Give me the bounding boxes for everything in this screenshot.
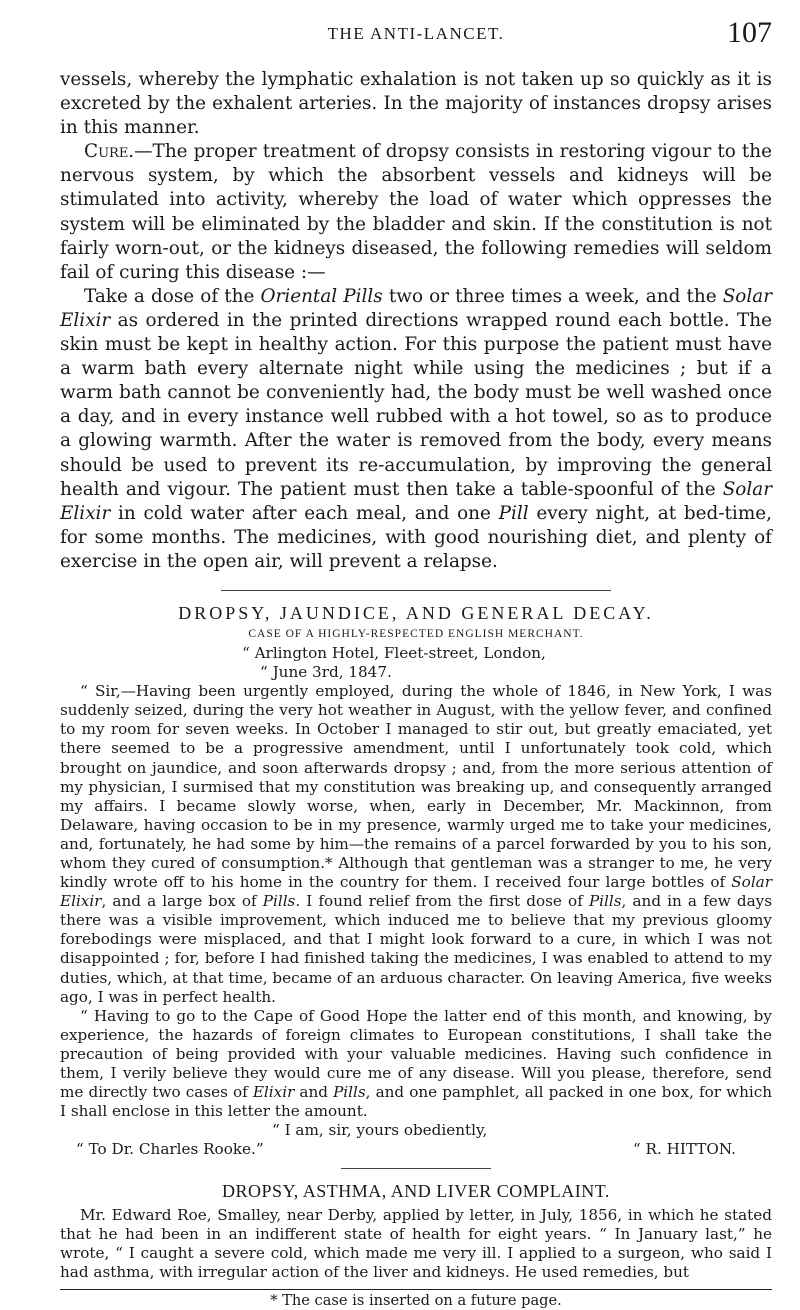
dosage-text: in cold water after each meal, and one: [110, 502, 499, 524]
letter-closing: “ I am, sir, yours obediently,: [272, 1121, 488, 1140]
running-head-title: THE ANTI-LANCET.: [327, 24, 505, 43]
case-subheading: CASE OF A HIGHLY-RESPECTED ENGLISH MERCHANT.: [248, 627, 584, 640]
solar-elixir-name: Solar Elixir: [60, 285, 772, 331]
section-divider: [221, 590, 611, 591]
case-paragraph: Mr. Edward Roe, Smalley, near Derby, applied by letter, in July, 1856, in which he stated that he had been in an indifferent state of health for eight years. “ In January last,” he wrote, “ I caught a severe cold, which made me very ill. I applied to a surgeon, who said I had asthma, with irregular action of the liver and kidneys. He used remedies, but: [60, 1205, 772, 1281]
case-heading: DROPSY, ASTHMA, AND LIVER COMPLAINT.: [222, 1180, 610, 1201]
pills-name: Pills: [262, 892, 296, 911]
letter-text: “ Having to go to the Cape of Good Hope the latter end of this month, and knowing, by experience, the hazards of foreign climates to European constitutions, I shall take the precaution of being provided with your valuable medicines. Having such confidence in them, I verily believe they would cure me of any disease. Will you please, therefore, send me directly two cases of: [60, 1006, 772, 1102]
case-dropsy-jaundice: [60, 603, 772, 1160]
pills-name: Pills: [333, 1083, 366, 1102]
letter-recipient: “ To Dr. Charles Rooke.”: [76, 1140, 264, 1159]
paragraph-continuation: vessels, whereby the lymphatic exhalation is not taken up so quickly as it is excreted by the exhalent arteries. In the majority of instances dropsy arises in this manner.: [60, 69, 772, 139]
solar-elixir-name: Solar Elixir: [60, 478, 772, 524]
section-divider: [341, 1168, 491, 1169]
letter-text: , and in a few days there was a visible improvement, which induced me to believe that my previous gloomy forebodings were misplaced, and that I might look forward to a cure, in which I was not disappointed ; for, before I had finished taking the medicines, I was enabled to attend to my duties, which, at that time, became of an arduous character. On leaving America, five weeks ago, I was in perfect health.: [60, 892, 772, 1006]
pills-name: Pills: [588, 892, 622, 911]
pill-name: Pill: [498, 502, 529, 524]
dosage-text: as ordered in the printed directions wrapped round each bottle. The skin must be kept in healthy action. For this purpose the patient must have a warm bath every alternate night while using the medicines ; but if a warm bath cannot be conveniently had, the body must be well washed once a day, and in every instance well rubbed with a hot towel, so as to produce a glowing warmth. After the water is removed from the body, every means should be used to prevent its re-accumulation, by improving the general health and vigour. The patient must then take a table-spoonful of the: [60, 309, 772, 500]
case-heading: DROPSY, JAUNDICE, AND GENERAL DECAY.: [178, 602, 654, 623]
running-head: [60, 18, 772, 68]
letter-text: , and one pamphlet, all packed in one box, for which I shall enclose in this letter the amount.: [60, 1083, 772, 1121]
dropsy-treatment-section: [60, 68, 772, 574]
book-page: [60, 18, 772, 1310]
elixir-name: Elixir: [252, 1083, 295, 1102]
page-number: 107: [727, 16, 772, 49]
cure-text: —The proper treatment of dropsy consists in restoring vigour to the nervous system, by which the absorbent vessels and kidneys will be stimulated into activity, whereby the load of water which oppresses the system will be eliminated by the bladder and skin. If the constitution is not fairly worn-out, or the kidneys diseased, the following remedies will seldom fail of curing this disease :—: [60, 141, 772, 283]
letter-text: and: [294, 1083, 334, 1102]
footnote: * The case is inserted on a future page.: [270, 1291, 562, 1309]
paragraph-dosage: [60, 285, 772, 574]
letter-paragraph: [60, 1007, 772, 1122]
solar-elixir-name: Solar Elixir: [60, 873, 772, 911]
letter-paragraph: [60, 682, 772, 1007]
dosage-text: every night, at bed-time, for some months. The medicines, with good nourishing diet, and plenty of exercise in the open air, will prevent a relapse.: [60, 502, 772, 572]
letter-date: “ June 3rd, 1847.: [260, 663, 392, 682]
letter-signature: “ R. HITTON.: [632, 1140, 736, 1159]
letter-text: , and a large box of: [101, 892, 263, 911]
letter-body: [60, 644, 772, 1160]
footnote-rule: [60, 1289, 772, 1290]
letter-address: “ Arlington Hotel, Fleet-street, London,: [242, 643, 546, 662]
oriental-pills-name: Oriental Pills: [260, 285, 383, 307]
letter-text: “ Sir,—Having been urgently employed, during the whole of 1846, in New York, I was suddenly seized, during the very hot weather in August, with the yellow fever, and confined to my room for seven weeks. In October I managed to stir out, but greatly emaciated, yet there seemed to be a progressive amendment, until I unfortunately took cold, which brought on jaundice, and soon afterwards dropsy ; and, from the more serious attention of my physician, I surmised that my constitution was breaking up, and consequently arranged my affairs. I became slowly worse, when, early in December, Mr. Mackinnon, from Delaware, having occasion to be in my presence, warmly urged me to take your medicines, and, fortunately, he had some by him—the remains of a parcel forwarded by you to his son, whom they cured of consumption.* Although that gentleman was a stranger to me, he very kindly wrote off to his home in the country for them. I received four large bottles of: [60, 682, 772, 892]
letter-text: . I found relief from the first dose of: [295, 892, 589, 911]
cure-label: Cure.: [84, 141, 135, 163]
paragraph-cure: [60, 140, 772, 285]
dosage-text: two or three times a week, and the: [382, 285, 723, 307]
letter-signature-row: [60, 1140, 772, 1159]
case-body: [60, 1206, 772, 1282]
dosage-text: Take a dose of the: [84, 285, 261, 307]
case-dropsy-asthma: [60, 1181, 772, 1282]
